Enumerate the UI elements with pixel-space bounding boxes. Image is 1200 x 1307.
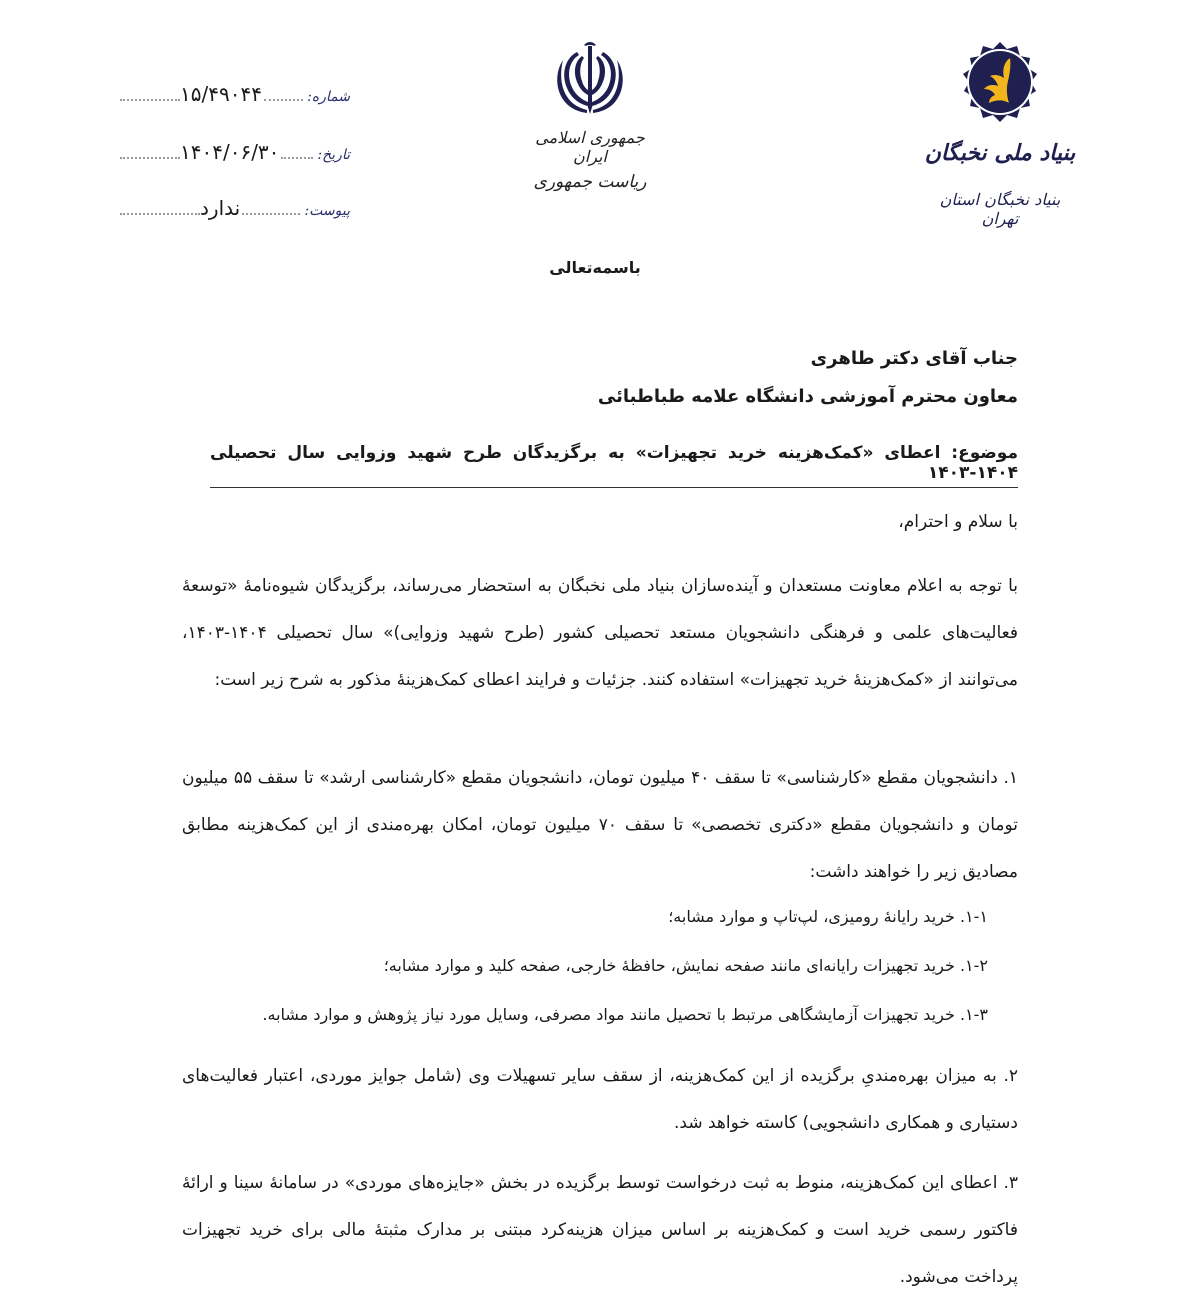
intro-paragraph: با توجه به اعلام معاونت مستعدان و آینده‌سازان بنیاد ملی نخبگان به استحضار می‌رساند، برگزیدگان شیوه‌نامهٔ «توسعهٔ فعالیت‌های علمی و فرهنگی دانشجویان مستعد تحصیلی کشور (طرح شهید وزوایی)» سال تحصیلی ۱۴۰۴-۱۴۰۳، می‌توانند از «کمک‌هزینهٔ خرید تجهیزات» استفاده کنند. جزئیات و فرایند اعطای کمک‌هزینهٔ مذکور به شرح زیر است: bbox=[182, 576, 1018, 690]
letter-number-value: ۱۵/۴۹۰۴۴ bbox=[180, 82, 262, 106]
emblem-caption-presidency: ریاست جمهوری bbox=[533, 172, 647, 192]
foundation-branch: بنیاد نخبگان استان تهران bbox=[939, 190, 1061, 228]
addressee-title: معاون محترم آموزشی دانشگاه علامه طباطبائی bbox=[597, 386, 1018, 407]
dotted-line bbox=[120, 85, 180, 101]
iran-emblem bbox=[540, 38, 640, 120]
invocation: باسمه‌تعالی bbox=[549, 258, 641, 277]
letter-number-row bbox=[120, 82, 350, 112]
letter-attachment-value: ندارد bbox=[200, 196, 241, 220]
letter-date-label: تاریخ: bbox=[317, 147, 350, 163]
emblem-caption-country: جمهوری اسلامی ایران bbox=[535, 128, 645, 166]
dotted-line bbox=[264, 85, 303, 101]
dotted-line bbox=[281, 143, 313, 159]
foundation-logo-icon bbox=[950, 38, 1050, 138]
dotted-line bbox=[242, 199, 300, 215]
greeting: با سلام و احترام، bbox=[898, 512, 1018, 532]
subject-line: موضوع: اعطای «کمک‌هزینه خرید تجهیزات» به برگزیدگان طرح شهید وزوایی سال تحصیلی ۱۴۰۴-۱۴۰۳ bbox=[210, 443, 1018, 488]
addressee-name: جناب آقای دکتر طاهری bbox=[810, 348, 1018, 369]
subitem-1-2: ۱-۲. خرید تجهیزات رایانه‌ای مانند صفحه نمایش، حافظهٔ خارجی، صفحه کلید و موارد مشابه؛ bbox=[383, 956, 988, 975]
letter-meta bbox=[120, 82, 350, 232]
foundation-logo bbox=[950, 38, 1050, 138]
dotted-line bbox=[120, 143, 180, 159]
addressee bbox=[418, 340, 1018, 416]
subitem-1-1: ۱-۱. خرید رایانهٔ رومیزی، لپ‌تاپ و موارد مشابه؛ bbox=[668, 907, 988, 926]
letter-attachment-row bbox=[120, 196, 350, 226]
item-3-paragraph: ۳. اعطای این کمک‌هزینه، منوط به ثبت درخواست توسط برگزیده در بخش «جایزه‌های موردی» در سامانهٔ سینا و ارائهٔ فاکتور رسمی خرید است و کمک‌هزینه بر اساس میزان هزینه‌کرد مبتنی بر مدارک مثبتهٔ مالی برای خرید تجهیزات پرداخت می‌شود. bbox=[182, 1173, 1018, 1287]
letter-attachment-label: پیوست: bbox=[304, 203, 350, 219]
foundation-name: بنیاد ملی نخبگان bbox=[924, 140, 1076, 166]
letter-date-value: ۱۴۰۴/۰۶/۳۰ bbox=[180, 140, 280, 164]
item-2-paragraph: ۲. به میزان بهره‌مندیِ برگزیده از این کمک‌هزینه، از سقف سایر تسهیلات وی (شامل جوایز موردی، اعتبار فعالیت‌های دستیاری و همکاری دانشجویی) کاسته خواهد شد. bbox=[182, 1066, 1018, 1133]
dotted-line bbox=[120, 199, 200, 215]
letter-date-row bbox=[120, 140, 350, 170]
iran-emblem-icon bbox=[555, 38, 625, 120]
subitem-1-3: ۱-۳. خرید تجهیزات آزمایشگاهی مرتبط با تحصیل مانند مواد مصرفی، وسایل مورد نیاز پژوهش و موارد مشابه. bbox=[262, 1005, 988, 1024]
item-1-paragraph: ۱. دانشجویان مقطع «کارشناسی» تا سقف ۴۰ میلیون تومان، دانشجویان مقطع «کارشناسی ارشد» تا سقف ۵۵ میلیون تومان و دانشجویان مقطع «دکتری تخصصی» تا سقف ۷۰ میلیون تومان، امکان بهره‌مندی از این کمک‌هزینه مطابق مصادیق زیر را خواهند داشت: bbox=[182, 768, 1018, 882]
letter-number-label: شماره: bbox=[307, 89, 350, 105]
